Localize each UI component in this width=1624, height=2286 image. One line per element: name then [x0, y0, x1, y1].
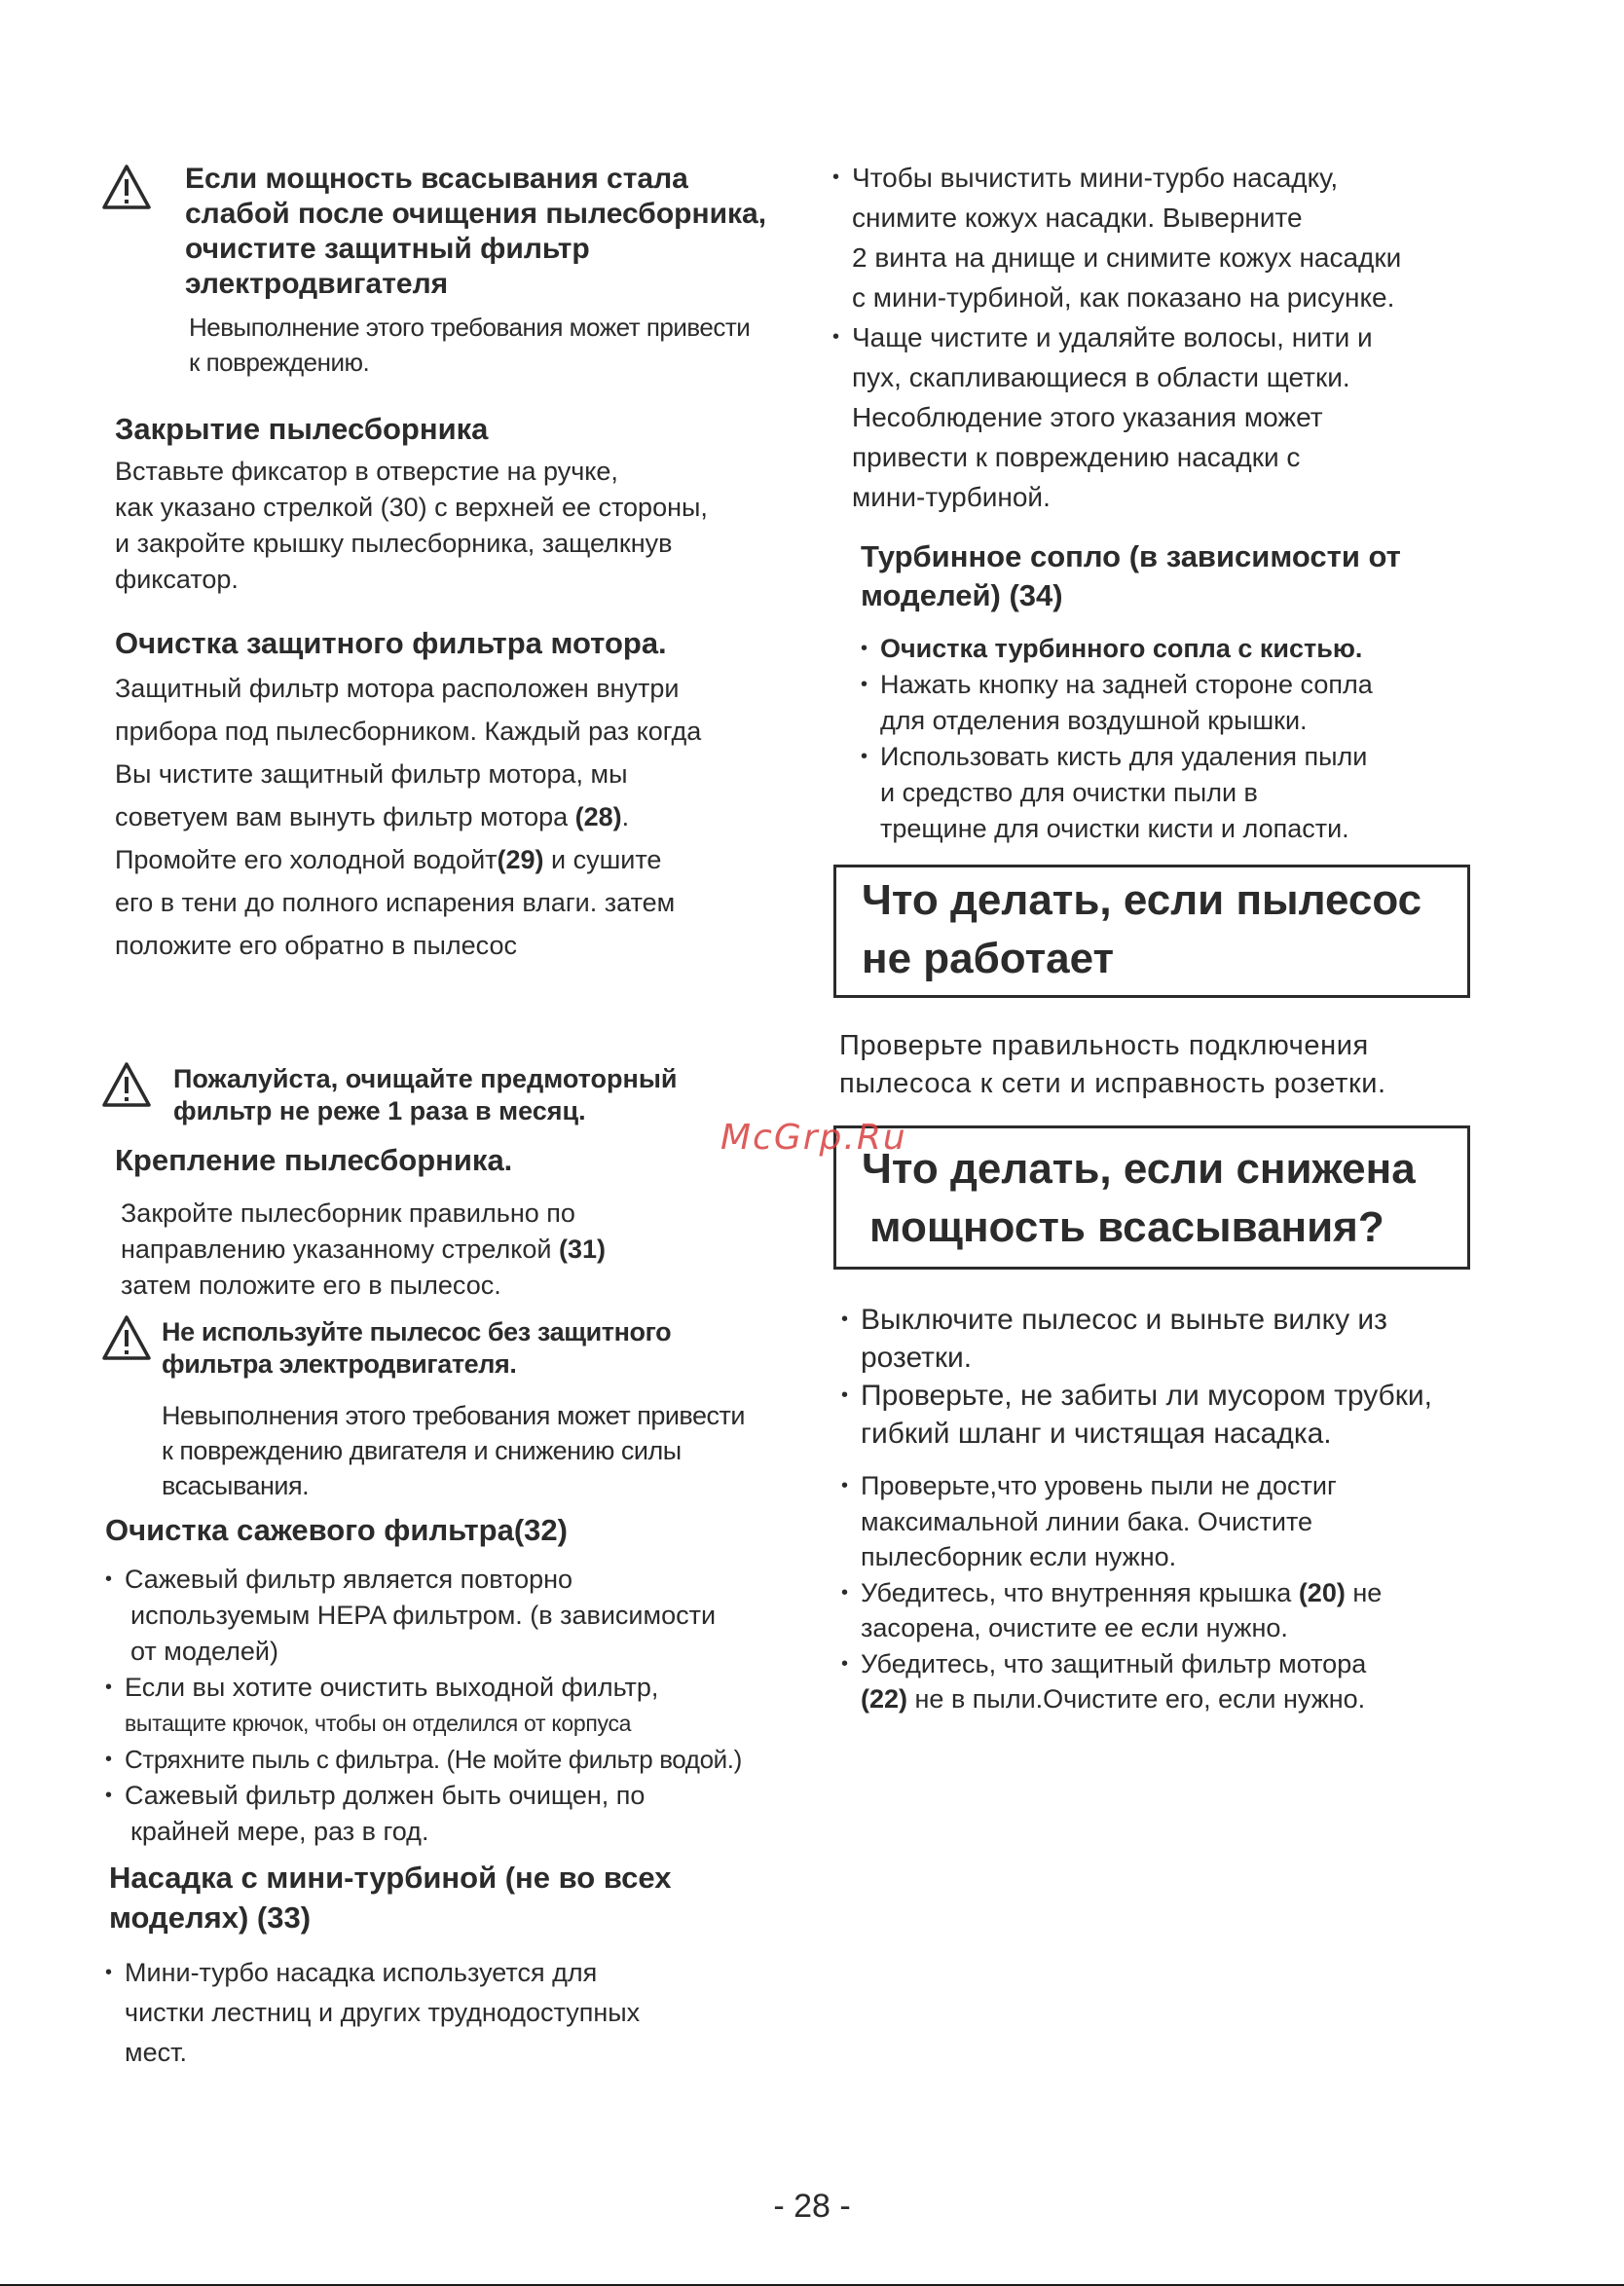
weak-suction-checks-list-2 — [841, 1468, 1610, 1717]
text-line: мест. — [125, 2038, 187, 2067]
warning-pre-motor-filter — [173, 1063, 816, 1127]
text-line: засорена, очистите ее если нужно. — [861, 1613, 1288, 1642]
figure-ref: (20) — [1298, 1577, 1346, 1607]
text-line: используемым HEPA фильтром. (в зависимости — [130, 1601, 717, 1630]
figure-ref: (22) — [861, 1684, 908, 1714]
text-line: его в тени до полного испарения влаги. затем — [115, 888, 676, 917]
text-span: направлению указанному стрелкой — [121, 1235, 560, 1264]
text-line: • Чаще чистите и удаляйте волосы, нити и — [852, 322, 1373, 352]
warning-line: электродвигателя — [185, 268, 449, 300]
warning-line: Если мощность всасывания стала — [185, 163, 688, 195]
text-line: Защитный фильтр мотора расположен внутри — [115, 674, 680, 703]
box-title-line: мощность всасывания? — [869, 1203, 1384, 1251]
troubleshoot-box-not-working — [833, 865, 1470, 998]
text-line: пух, скапливающиеся в области щетки. — [852, 362, 1350, 392]
text-span: Промойте его холодной водойт — [115, 845, 498, 874]
text-line: • Использовать кисть для удаления пыли — [880, 742, 1368, 771]
text-line — [115, 838, 816, 881]
text-line: • Чтобы вычистить мини-турбо насадку, — [852, 163, 1339, 193]
text-line: розетки. — [861, 1342, 973, 1374]
list-item — [105, 1778, 845, 1850]
text-span: Убедитесь, что внутренняя крышка — [861, 1577, 1299, 1607]
text-line — [121, 1232, 822, 1268]
note-line: Невыполнение этого требования может привести — [189, 313, 751, 342]
text-line: • Если вы хотите очистить выходной фильтр, — [125, 1673, 659, 1702]
section-title-motor-filter: Очистка защитного фильтра мотора. — [115, 626, 667, 660]
mini-turbo-continued-list — [832, 158, 1592, 517]
note-line: Невыполнения этого требования может привести — [162, 1401, 745, 1430]
list-item — [841, 1377, 1610, 1453]
text-line: • Проверьте,что уровень пыли не достиг — [861, 1471, 1337, 1500]
text-line: • Нажать кнопку на задней стороне сопла — [880, 670, 1373, 699]
text-line: снимите кожух насадки. Выверните — [852, 203, 1303, 233]
figure-ref: (31) — [559, 1235, 607, 1264]
text-line: Проверьте правильность подключения — [839, 1030, 1369, 1061]
note-line: к повреждению. — [189, 348, 370, 377]
text-span: и сушите — [543, 845, 662, 874]
text-line: • Проверьте, не забиты ли мусором трубки, — [861, 1380, 1432, 1412]
list-item — [105, 1742, 845, 1778]
list-item — [861, 667, 1601, 739]
text-line: • Выключите пылесос и выньте вилку из — [861, 1304, 1387, 1336]
text-line: прибора под пылесборником. Каждый раз когда — [115, 717, 702, 746]
warning-line: очистите защитный фильтр — [185, 233, 590, 265]
title-line: моделях) (33) — [109, 1900, 312, 1935]
warning-triangle-icon — [101, 164, 152, 210]
text-line: Закройте пылесборник правильно по — [121, 1198, 575, 1228]
text-span: не в пыли.Очистите его, если нужно. — [907, 1684, 1366, 1714]
list-item — [105, 1953, 845, 2073]
hepa-filter-list — [105, 1562, 845, 1850]
text-span: . — [621, 802, 630, 831]
text-line: пылесборник если нужно. — [861, 1542, 1177, 1571]
troubleshoot-text-connection — [839, 1027, 1608, 1103]
warning-triangle-icon — [101, 1314, 152, 1361]
section-title-mini-turbo — [109, 1858, 849, 1937]
title-line: Насадка с мини-турбиной (не во всех — [109, 1861, 672, 1895]
text-line: затем положите его в пылесос. — [121, 1271, 501, 1300]
text-line: • Мини-турбо насадка используется для — [125, 1958, 598, 1987]
box-title-line: не работает — [862, 935, 1115, 982]
section-text-closing — [115, 454, 816, 598]
text-line: пылесоса к сети и исправность розетки. — [839, 1068, 1386, 1099]
list-item — [841, 1468, 1610, 1575]
weak-suction-checks-list — [841, 1301, 1610, 1453]
text-line — [861, 1681, 1610, 1717]
text-line: как указано стрелкой (30) с верхней ее стороны, — [115, 493, 708, 522]
warning-line: слабой после очищения пылесборника, — [185, 198, 767, 230]
text-line: • Очистка турбинного сопла с кистью. — [880, 634, 1363, 663]
text-line: положите его обратно в пылесос — [115, 931, 518, 960]
list-item — [861, 631, 1601, 667]
title-line: моделей) (34) — [861, 578, 1063, 612]
text-line: для отделения воздушной крышки. — [880, 706, 1308, 735]
text-line: трещине для очистки кисти и лопасти. — [880, 814, 1349, 843]
text-line: от моделей) — [130, 1637, 278, 1666]
text-line: с мини-турбиной, как показано на рисунке. — [852, 282, 1395, 313]
turbine-nozzle-list — [861, 631, 1601, 847]
text-line: и закройте крышку пылесборника, защелкнув — [115, 529, 673, 558]
mini-turbo-list — [105, 1953, 845, 2073]
text-line: • Убедитесь, что защитный фильтр мотора — [861, 1648, 1367, 1678]
page-number: - 28 - — [773, 2188, 851, 2225]
box-title-line: Что делать, если снижена — [862, 1145, 1416, 1193]
list-item — [105, 1670, 845, 1742]
list-item — [105, 1562, 845, 1670]
warning-line: Пожалуйста, очищайте предмоторный — [173, 1064, 678, 1093]
box-title-line: Что делать, если пылесос — [862, 876, 1422, 924]
list-item — [841, 1646, 1610, 1717]
text-line: и средство для очистки пыли в — [880, 778, 1258, 807]
note-line: к повреждению двигателя и снижению силы — [162, 1436, 682, 1465]
text-line: максимальной линии бака. Очистите — [861, 1506, 1313, 1536]
text-line: Вставьте фиксатор в отверстие на ручке, — [115, 457, 618, 486]
text-line: Вы чистите защитный фильтр мотора, мы — [115, 759, 628, 789]
warning-line: фильтра электродвигателя. — [162, 1349, 517, 1379]
troubleshoot-box-weak-suction — [833, 1125, 1470, 1270]
section-text-motor-filter — [115, 667, 816, 967]
section-title-closing: Закрытие пылесборника — [115, 412, 489, 446]
warning-no-filter — [162, 1316, 824, 1381]
list-item — [832, 158, 1592, 317]
text-line: мини-турбиной. — [852, 482, 1051, 512]
note-line: всасывания. — [162, 1471, 310, 1500]
figure-ref: (29) — [497, 845, 544, 874]
warning-line: Не используйте пылесос без защитного — [162, 1317, 672, 1346]
warning-triangle-icon — [101, 1061, 152, 1108]
section-title-turbine-nozzle — [861, 537, 1601, 615]
warning-line: фильтр не реже 1 раза в месяц. — [173, 1096, 586, 1125]
list-item — [861, 739, 1601, 847]
text-line: вытащите крючок, чтобы он отделился от корпуса — [125, 1711, 632, 1736]
text-line: привести к повреждению насадки с — [852, 442, 1301, 472]
text-line: 2 винта на днище и снимите кожух насадки — [852, 242, 1402, 273]
list-item — [841, 1575, 1610, 1646]
section-title-hepa-filter: Очистка сажевого фильтра(32) — [105, 1513, 568, 1547]
text-line: • Стряхните пыль с фильтра. (Не мойте фильтр водой.) — [125, 1745, 742, 1774]
warning-suction-weak — [185, 162, 808, 302]
text-line: крайней мере, раз в год. — [130, 1817, 429, 1846]
list-item — [841, 1301, 1610, 1377]
section-title-fixing: Крепление пылесборника. — [115, 1143, 513, 1177]
warning-note — [162, 1398, 843, 1503]
warning-note — [189, 310, 812, 380]
text-span: советуем вам вынуть фильтр мотора — [115, 802, 575, 831]
text-line: • Сажевый фильтр должен быть очищен, по — [125, 1781, 646, 1810]
watermark: McGrp.Ru — [720, 1118, 907, 1158]
text-line: • Сажевый фильтр является повторно — [125, 1565, 573, 1594]
section-text-fixing — [121, 1196, 822, 1304]
text-span: не — [1345, 1577, 1383, 1607]
text-line — [115, 795, 816, 838]
text-line: чистки лестниц и других труднодоступных — [125, 1998, 641, 2027]
text-line: Несоблюдение этого указания может — [852, 402, 1323, 432]
text-line: гибкий шланг и чистящая насадка. — [861, 1418, 1332, 1450]
title-line: Турбинное сопло (в зависимости от — [861, 539, 1401, 573]
list-item — [832, 317, 1592, 517]
text-line: фиксатор. — [115, 565, 239, 594]
text-line — [861, 1575, 1610, 1611]
figure-ref: (28) — [574, 802, 622, 831]
